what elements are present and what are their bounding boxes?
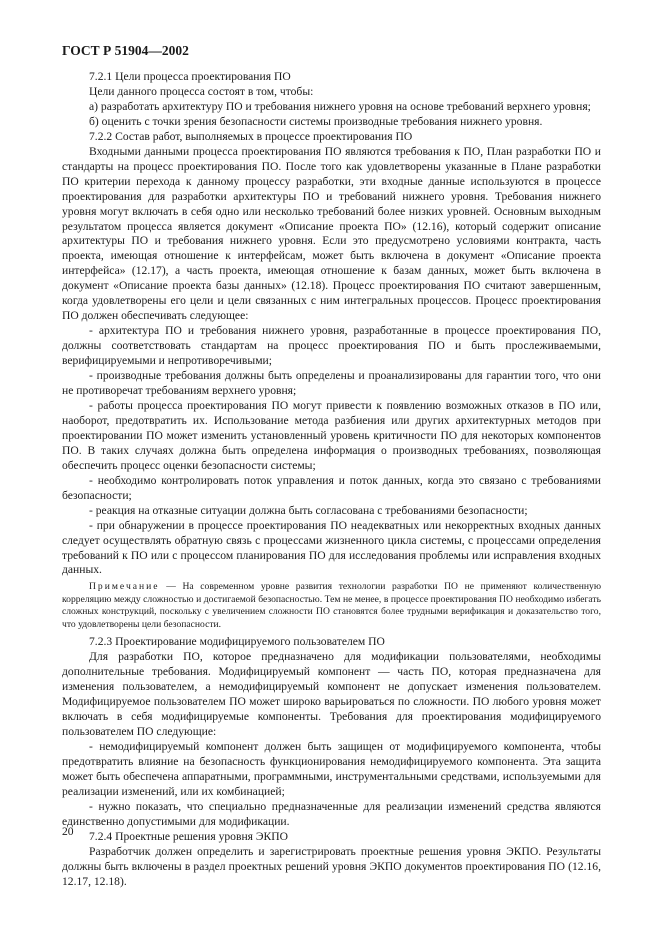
note-label: Примечание	[89, 581, 160, 593]
section-heading-7-2-3: 7.2.3 Проектирование модифицируемого пользователем ПО	[89, 635, 385, 649]
paragraph: Разработчик должен определить и зарегистрировать проектные решения уровня ЭКПО. Результаты должны быть включены в раздел проектных решений уровня ЭКПО документов проектирования ПО (12.16, 12.17, 12.18).	[62, 844, 601, 888]
section-heading-7-2-1: 7.2.1 Цели процесса проектирования ПО	[89, 70, 291, 83]
note-text: — На современном уровне развития технологии разработки ПО не применяют количественную корреляцию между сложностью и достигаемой безопасностью. Тем не менее, в процессе проектирования ПО необходимо избегать сложных конструкций, поскольку с увеличением сложности ПО становятся более трудными верификация и доказательство того, что удовлетворены цели безопасности.	[62, 581, 601, 630]
paragraph: Цели данного процесса состоят в том, чтобы:	[89, 84, 314, 98]
list-item: - архитектура ПО и требования нижнего уровня, разработанные в процессе проектирования ПО, должны соответствовать стандартам на процесс проектирования ПО и быть прослеживаемыми, верифицируемыми и непротиворечивыми;	[62, 324, 601, 368]
list-item: a) разработать архитектуру ПО и требования нижнего уровня на основе требований верхнего уровня;	[89, 99, 591, 113]
list-item: б) оценить с точки зрения безопасности системы производные требования нижнего уровня.	[89, 114, 543, 128]
standard-header: ГОСТ Р 51904—2002	[62, 43, 189, 58]
list-item: - необходимо контролировать поток управления и поток данных, когда это связано с требованиями безопасности;	[62, 473, 601, 502]
section-heading-7-2-4: 7.2.4 Проектные решения уровня ЭКПО	[89, 829, 289, 843]
paragraph: Для разработки ПО, которое предназначено для модификации пользователями, необходимы дополнительные требования. Модифицируемый компонент — часть ПО, которая предназначена для изменения пользователем, а немодифицируемый компонент не допускает изменения пользователем. Модифицируемое пользователем ПО может широко варьироваться по сложности. ПО любого уровня может включать в себя модифицируемые компоненты. Требования для проектирования модифицируемого пользователем ПО следующие:	[62, 650, 601, 739]
list-item: - нужно показать, что специально предназначенные для реализации изменений средства являются единственно допустимыми для модификации.	[62, 799, 601, 828]
note	[62, 581, 601, 631]
document-body	[62, 70, 601, 890]
list-item: - работы процесса проектирования ПО могут привести к появлению возможных отказов в ПО или, наоборот, предотвратить их. Использование метода разбиения или других архитектурных методов при проектировании ПО может изменить установленный уровень критичности ПО для некоторых компонентов ПО. В таких случаях должна быть определена информация о производных требованиях, позволяющая обеспечить процесс оценки безопасности системы;	[62, 398, 601, 472]
list-item: - немодифицируемый компонент должен быть защищен от модифицируемого компонента, чтобы предотвратить влияние на безопасность функционирования немодифицируемого компонента. Эта защита может быть обеспечена аппаратными, программными, инструментальными средствами, используемыми для реализации изменений, или их комбинацией;	[62, 740, 601, 798]
page-number: 20	[62, 825, 74, 838]
list-item: - реакция на отказные ситуации должна быть согласована с требованиями безопасности;	[89, 503, 528, 517]
paragraph: Входными данными процесса проектирования ПО являются требования к ПО, План разработки ПО и стандарты на процесс проектирования ПО. После того как удовлетворены указанные в Плане разработки ПО критерии перехода к данному процессу разработки, эти входные данные используются в процессе проектирования для разработки архитектуры ПО и требований нижнего уровня. Требования нижнего уровня могут включать в себя одно или несколько требований более низких уровней. Основным выходным результатом процесса является документ «Описание проекта ПО» (12.16), который содержит описание архитектуры ПО и требования нижнего уровня. Если это предусмотрено условиями контракта, часть проекта, имеющая отношение к интерфейсам, может быть включена в документ «Описание проекта интерфейса» (12.17), а часть проекта, имеющая отношение к базам данных, может быть включена в документ «Описание проекта базы данных» (12.18). Процесс проектирования ПО считают завершенным, когда удовлетворены его цели и цели связанных с ним интегральных процессов. Процесс проектирования ПО должен обеспечивать следующее:	[62, 144, 601, 323]
section-heading-7-2-2: 7.2.2 Состав работ, выполняемых в процессе проектирования ПО	[89, 129, 413, 143]
list-item: - при обнаружении в процессе проектирования ПО неадекватных или некорректных входных данных следует осуществлять обратную связь с процессами жизненного цикла системы, с процессами определения требований к ПО или с процессом планирования ПО для исследования проблемы или исправления входных данных.	[62, 518, 601, 577]
list-item: - производные требования должны быть определены и проанализированы для гарантии того, что они не противоречат требованиям верхнего уровня;	[62, 369, 601, 398]
